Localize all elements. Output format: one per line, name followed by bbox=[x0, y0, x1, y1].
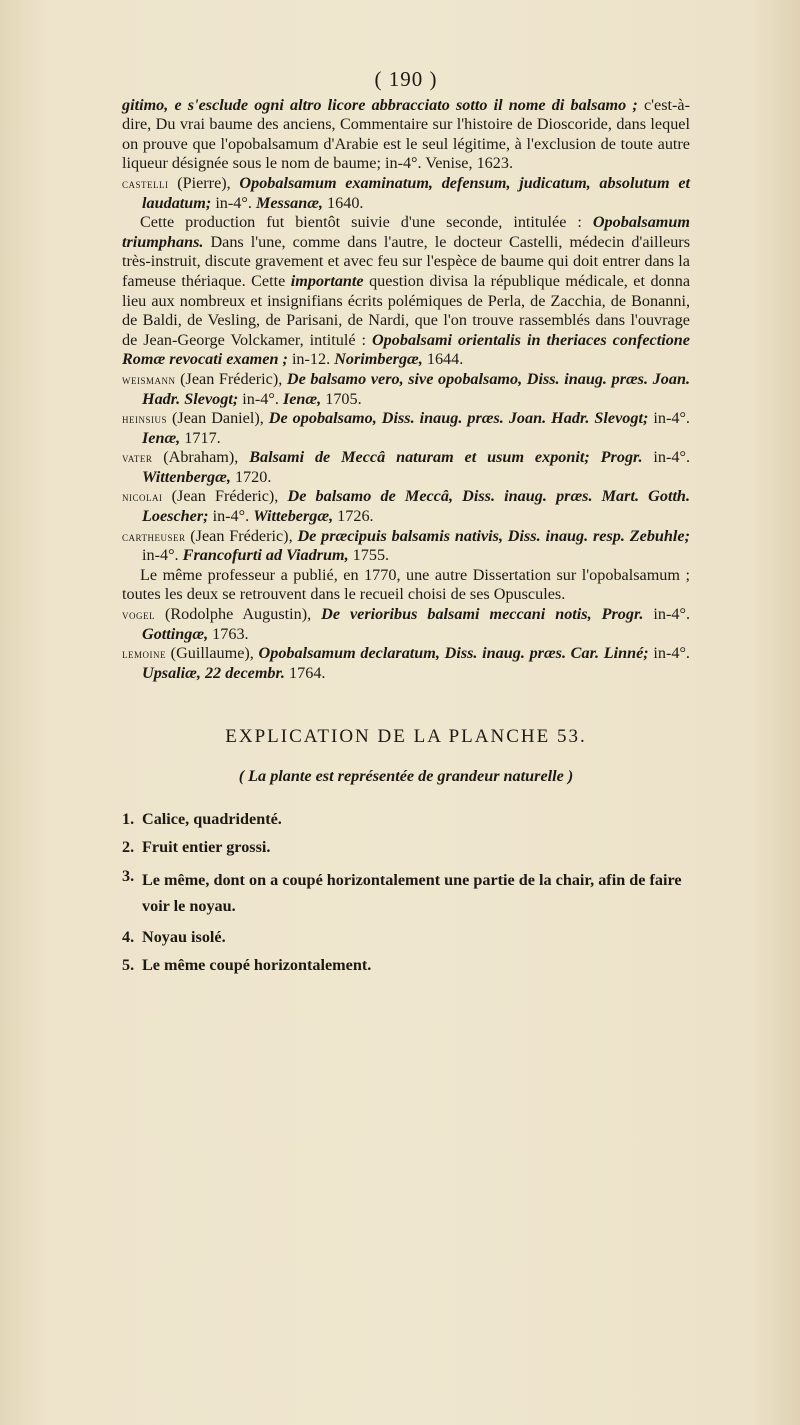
page-number: ( 190 ) bbox=[374, 67, 438, 91]
plate-caption: ( La plante est représentée de grandeur naturelle ) bbox=[238, 767, 574, 785]
bibliography-entry-continuation: gitimo, e s'esclude ogni altro licore abbracciato sotto il nome di balsamo ; c'est-à-dire, Du vrai baume des anciens, Commentaire sur l'histoire de Dioscoride, dans lequel on prouve que l'opobalsamum d'Arabie est le seul légitime, à l'exclusion de toute autre liqueur désignée sous le nom de baume; in-4°. Venise, 1623. bbox=[122, 95, 690, 173]
bibliography-entry-vogel: vogel (Rodolphe Augustin), De verioribus balsami meccani notis, Progr. in-4°. Gottingæ, 1763. bbox=[122, 605, 690, 643]
list-item: 5. Le même coupé horizontalement. bbox=[122, 956, 372, 975]
bibliography-entry-cartheuser: cartheuser (Jean Fréderic), De præcipuis balsamis nativis, Diss. inaug. resp. Zebuhle; in-4°. Francofurti ad Viadrum, 1755. bbox=[122, 526, 690, 565]
list-item: 3. Le même, dont on a coupé horizontalement une partie de la chair, afin de faire voir le noyau. bbox=[122, 866, 682, 915]
bibliography-entry-weismann: weismann (Jean Fréderic), De balsamo vero, sive opobalsamo, Diss. inaug. præs. Joan. Hadr. Slevogt; in-4°. Ienæ, 1705. bbox=[122, 369, 690, 408]
bibliography-entry-nicolai: nicolai (Jean Fréderic), De balsamo de Meccâ, Diss. inaug. præs. Mart. Gotth. Loescher; in-4°. Wittebergæ, 1726. bbox=[122, 487, 690, 526]
bibliography-entry-heinsius: heinsius (Jean Daniel), De opobalsamo, Diss. inaug. præs. Joan. Hadr. Slevogt; in-4°. Ienæ, 1717. bbox=[122, 409, 690, 447]
commentary-paragraph-2: Le même professeur a publié, en 1770, une autre Dissertation sur l'opobalsamum ; toutes les deux se retrouvent dans le recueil choisi de ses Opuscules. bbox=[122, 565, 690, 604]
commentary-paragraph: Cette production fut bientôt suivie d'une seconde, intitulée : Opobalsamum triumphans. Dans l'une, comme dans l'autre, le docteur Castelli, médecin d'ailleurs très-instruit, discute gravement et avec feu sur l'espèce de baume qui doit entrer dans la fameuse thériaque. Cette importante question divisa la république médicale, et donna lieu aux nombreux et insignifians écrits polémiques de Perla, de Zacchia, de Bonanni, de Baldi, de Vesling, de Parisani, de Nardi, que l'on trouve rassemblés dans l'ouvrage de Jean-George Volckamer, intitulé : Opobalsami orientalis in theriaces confectione Romæ revocati examen ; in-12. Norimbergæ, 1644. bbox=[122, 213, 691, 369]
section-title: EXPLICATION DE LA PLANCHE 53. bbox=[225, 726, 587, 748]
list-item: 4. Noyau isolé. bbox=[122, 927, 226, 946]
list-item: 1. Calice, quadridenté. bbox=[122, 809, 282, 828]
bibliography-entry-vater: vater (Abraham), Balsami de Meccâ naturam et usum exponit; Progr. in-4°. Wittenbergæ, 1720. bbox=[122, 448, 691, 486]
list-item: 2. Fruit entier grossi. bbox=[122, 838, 271, 857]
bibliography-entry-castelli: castelli (Pierre), Opobalsamum examinatum, defensum, judicatum, absolutum et laudatum; in-4°. Messanæ, 1640. bbox=[122, 173, 690, 212]
page-content bbox=[122, 67, 691, 985]
bibliography-entry-lemoine: lemoine (Guillaume), Opobalsamum declaratum, Diss. inaug. præs. Car. Linné; in-4°. Upsaliæ, 22 decembr. 1764. bbox=[122, 644, 690, 682]
plate-items-list bbox=[122, 810, 690, 976]
